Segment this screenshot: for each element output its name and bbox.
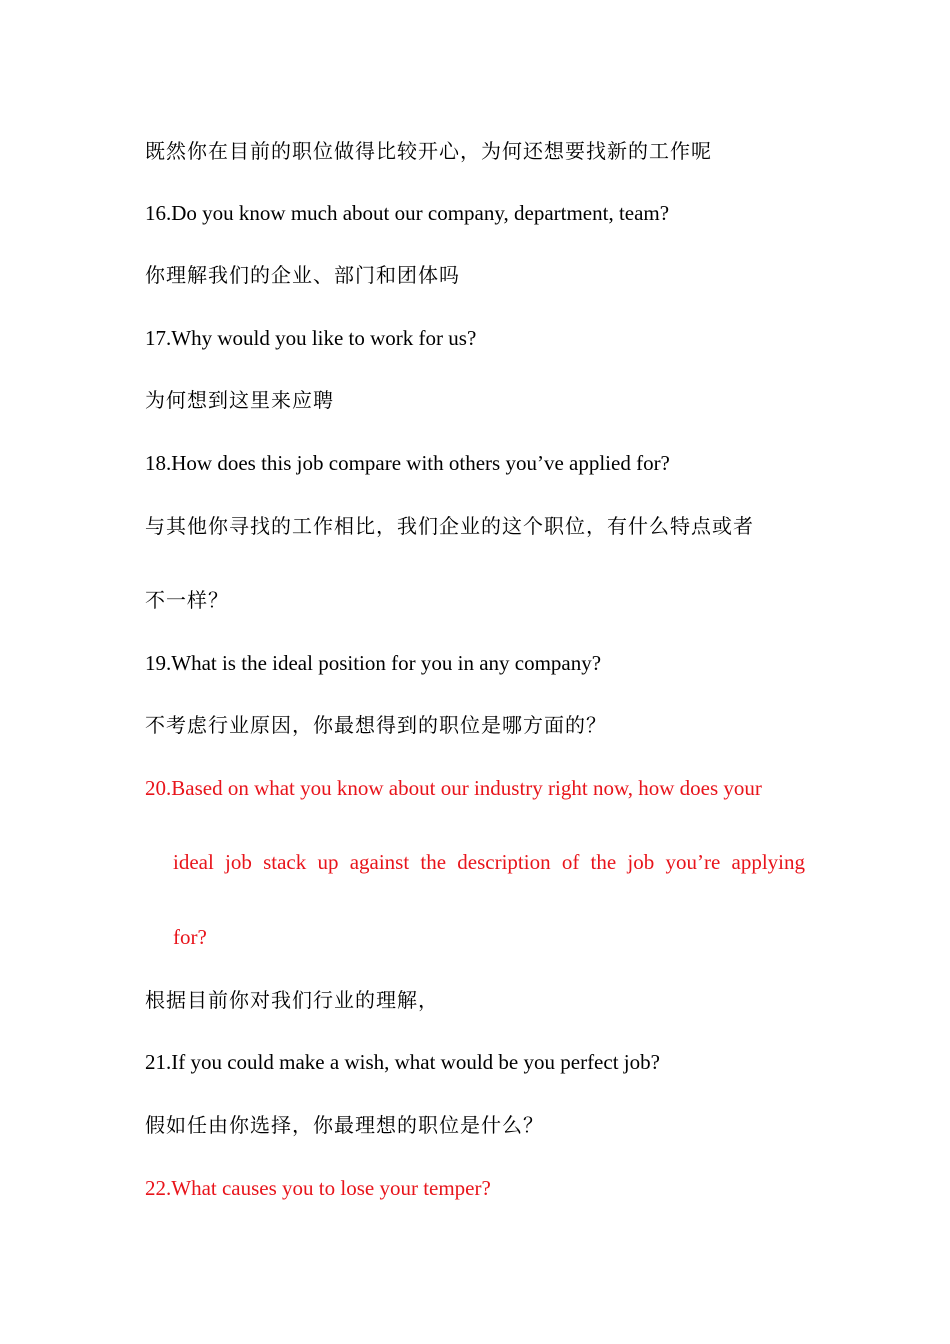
line-21-chinese: 假如任由你选择，你最理想的职位是什么？: [145, 1113, 544, 1137]
question-21: 21.If you could make a wish, what would be you perfect job?: [145, 1050, 660, 1074]
line-16-chinese: 你理解我们的企业、部门和团体吗: [145, 263, 460, 287]
question-20-line-1: 20.Based on what you know about our industry right now, how does your: [145, 776, 762, 800]
question-20-line-3: for?: [173, 925, 207, 949]
question-16: 16.Do you know much about our company, department, team?: [145, 201, 670, 225]
question-22: 22.What causes you to lose your temper?: [145, 1176, 491, 1200]
line-20-chinese: 根据目前你对我们行业的理解，: [145, 988, 439, 1012]
question-19: 19.What is the ideal position for you in any company?: [145, 651, 602, 675]
line-18-chinese-a: 与其他你寻找的工作相比，我们企业的这个职位，有什么特点或者: [145, 514, 754, 538]
line-18-chinese-b: 不一样？: [145, 588, 229, 612]
line-19-chinese: 不考虑行业原因，你最想得到的职位是哪方面的？: [145, 713, 607, 737]
question-17: 17.Why would you like to work for us?: [145, 326, 477, 350]
question-20-line-2: ideal job stack up against the description of the job you’re applying: [173, 850, 805, 874]
question-18: 18.How does this job compare with others you’ve applied for?: [145, 451, 670, 475]
line-17-chinese: 为何想到这里来应聘: [145, 388, 334, 412]
line-15-chinese: 既然你在目前的职位做得比较开心，为何还想要找新的工作呢: [145, 139, 712, 163]
